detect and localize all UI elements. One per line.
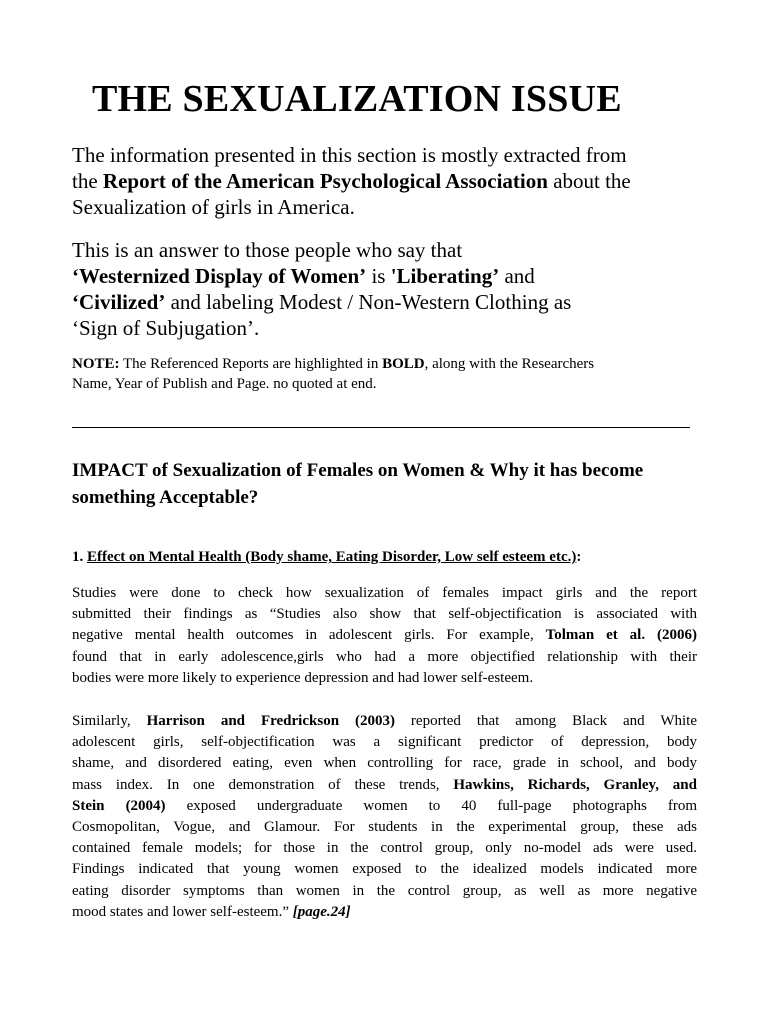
intro-text: about the xyxy=(547,169,631,193)
intro-line: Sexualization of girls in America. xyxy=(72,195,355,219)
line-text: mood states and lower self-esteem.” xyxy=(72,903,293,920)
section-colon: : xyxy=(576,549,582,565)
body-paragraph-1 xyxy=(72,583,697,689)
paragraph-line: bodies were more likely to experience depression and had lower self-esteem. xyxy=(72,669,534,686)
paragraph-line: shame, and disordered eating, even when controlling for race, grade in school, and body xyxy=(72,755,697,772)
note-bold-word: BOLD xyxy=(382,356,425,372)
citation: Stein (2004) xyxy=(72,797,166,814)
paragraph-line: Findings indicated that young women exposed to the idealized models indicated more xyxy=(72,861,697,878)
paragraph-line xyxy=(72,902,697,923)
line-text: negative mental health outcomes in adolescent girls. For example, xyxy=(72,627,546,644)
line-text: exposed undergraduate women to 40 full-page photographs from xyxy=(165,797,698,814)
paragraph-line: Studies were done to check how sexualization of females impact girls and the report xyxy=(72,585,697,601)
paragraph-line: adolescent girls, self-objectification was a significant predictor of depression, body xyxy=(72,734,697,751)
apa-report-name: Report of the American Psychological Association xyxy=(102,169,548,193)
line-text: mass index. In one demonstration of these trends, xyxy=(72,776,454,793)
answer-paragraph xyxy=(72,237,571,341)
paragraph-line xyxy=(72,796,697,817)
line-text: reported that among Black and White xyxy=(394,713,698,729)
section-title: Effect on Mental Health (Body shame, Eating Disorder, Low self esteem etc.) xyxy=(87,549,577,565)
note-paragraph xyxy=(72,354,632,394)
intro-line: The information presented in this section is mostly extracted from xyxy=(72,143,627,167)
section-number: 1. xyxy=(72,549,87,565)
line-text: Similarly, xyxy=(72,713,147,729)
answer-line: This is an answer to those people who say that xyxy=(72,238,463,262)
paragraph-line: Cosmopolitan, Vogue, and Glamour. For students in the experimental group, these ads xyxy=(72,819,697,836)
citation: Harrison and Fredrickson (2003) xyxy=(146,713,395,729)
answer-line: ‘Sign of Subjugation’. xyxy=(72,316,260,340)
paragraph-line xyxy=(72,775,697,796)
page-reference: [page.24] xyxy=(292,903,351,920)
paragraph-line: eating disorder symptoms than women in the control group, as well as more negative xyxy=(72,882,697,899)
note-text: , along with the Researchers Name, Year of Publish and Page. no quoted at end. xyxy=(72,356,595,392)
note-text: The Referenced Reports are highlighted in xyxy=(119,356,383,372)
paragraph-line xyxy=(72,711,697,732)
answer-text: is xyxy=(366,264,391,288)
answer-bold-phrase: ‘Civilized’ xyxy=(72,290,166,314)
citation: Tolman et al. (2006) xyxy=(545,627,697,644)
answer-bold-phrase: ‘Westernized Display of Women’ xyxy=(72,264,367,288)
paragraph-line: contained female models; for those in the control group, only no-model ads were used. xyxy=(72,840,697,857)
answer-text: and labeling Modest / Non-Western Clothing as xyxy=(165,290,572,314)
intro-text: the xyxy=(72,169,103,193)
citation: Hawkins, Richards, Granley, and xyxy=(453,776,697,793)
answer-bold-phrase: 'Liberating’ xyxy=(390,264,500,288)
horizontal-divider xyxy=(72,427,690,428)
paragraph-line xyxy=(72,625,697,646)
body-paragraph-2 xyxy=(72,711,697,923)
page-title: THE SEXUALIZATION ISSUE xyxy=(92,78,622,120)
impact-heading: IMPACT of Sexualization of Females on Women & Why it has become something Acceptable? xyxy=(72,460,644,508)
section-heading xyxy=(72,547,581,567)
note-label: NOTE: xyxy=(72,356,120,372)
answer-text: and xyxy=(499,264,535,288)
paragraph-line: found that in early adolescence,girls who had a more objectified relationship with their xyxy=(72,648,697,665)
paragraph-line: submitted their findings as “Studies also show that self-objectification is associated with xyxy=(72,606,697,623)
intro-paragraph xyxy=(72,142,631,220)
